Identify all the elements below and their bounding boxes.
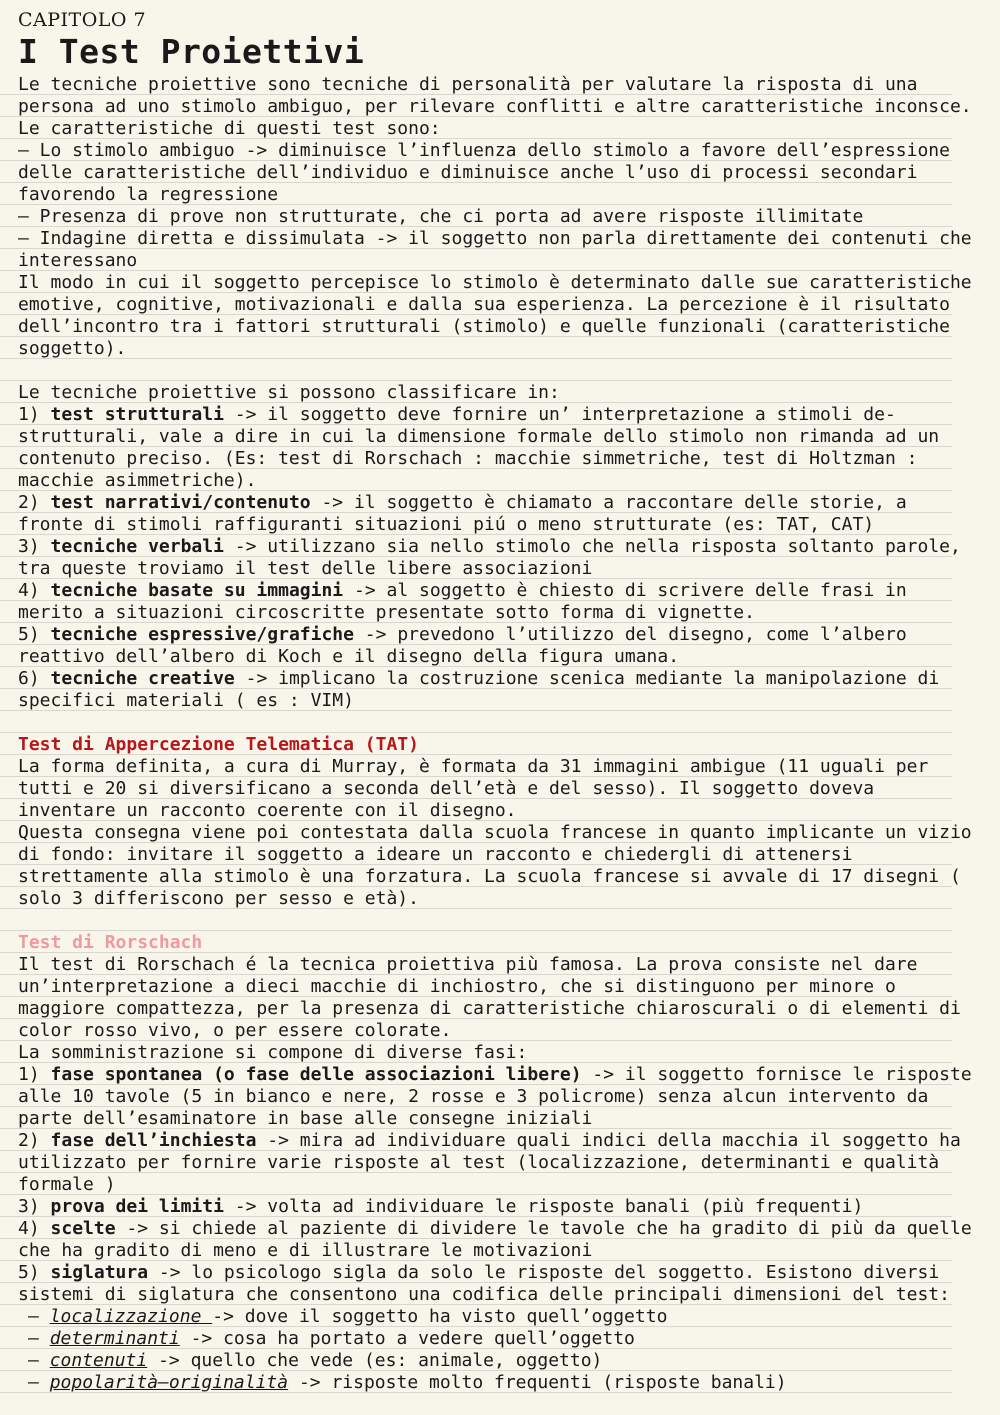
rorschach-paragraph: Il test di Rorschach é la tecnica proiettiva più famosa. La prova consiste nel dare un’interpretazione a dieci macchie di inchiostro, che si distinguono per minore o maggiore compattezza, per la presenza di caratteristiche chiaroscurali o di elementi di color rosso vivo, o per essere colorate.	[18, 954, 961, 1041]
dimension-term: popolarità–originalità	[49, 1372, 289, 1393]
rorschach-phase	[18, 1218, 982, 1262]
phase-number: 5)	[18, 1262, 40, 1283]
classification-item	[18, 536, 982, 580]
rorschach-phase	[18, 1064, 982, 1130]
rorschach-phase	[18, 1130, 982, 1196]
phase-term: scelte	[50, 1218, 116, 1239]
classification-item	[18, 668, 982, 712]
tat-paragraph: La forma definita, a cura di Murray, è formata da 31 immagini ambigue (11 uguali per tutti e 20 si diversificano a seconda dell’età e del sesso). Il soggetto doveva inventare un racconto coerente con il disegno.	[18, 756, 929, 821]
item-term: tecniche espressive/grafiche	[50, 624, 354, 645]
phase-term: fase dell’inchiesta	[50, 1130, 257, 1151]
intro-bullet: – Presenza di prove non strutturate, che ci porta ad avere risposte illimitate	[18, 206, 864, 227]
phase-number: 2)	[18, 1130, 40, 1151]
phase-term: siglatura	[50, 1262, 149, 1283]
dimension-term: determinanti	[49, 1328, 180, 1349]
item-number: 2)	[18, 492, 40, 513]
phase-number: 3)	[18, 1196, 40, 1217]
chapter-label: CAPITOLO 7	[18, 9, 147, 31]
phase-text: -> lo psicologo sigla da solo le risposte del soggetto. Esistono diversi sistemi di siglatura che consentono una codifica delle principali dimensioni del test:	[18, 1262, 950, 1305]
phase-term: prova dei limiti	[50, 1196, 224, 1217]
item-number: 6)	[18, 668, 40, 689]
item-text: -> prevedono l’utilizzo del disegno, come l’albero reattivo dell’albero di Koch e il disegno della figura umana.	[18, 624, 907, 667]
dimension-item	[18, 1372, 982, 1394]
phase-number: 1)	[18, 1064, 40, 1085]
dimension-text: -> dove il soggetto ha visto quell’oggetto	[212, 1306, 668, 1327]
item-text: -> il soggetto è chiamato a raccontare delle storie, a fronte di stimoli raffiguranti situazioni piú o meno strutturate (es: TAT, CAT)	[18, 492, 907, 535]
intro-bullet: – Indagine diretta e dissimulata -> il soggetto non parla direttamente dei contenuti che interessano	[18, 228, 972, 271]
item-text: -> il soggetto deve fornire un’ interpretazione a stimoli de-strutturali, vale a dire in cui la dimensione formale dello stimolo non rimanda ad un contenuto preciso. (Es: test di Rorschach : macchie simmetriche, test di Holtzman : macchie asimmetriche).	[18, 404, 940, 491]
item-number: 5)	[18, 624, 40, 645]
dimension-term: localizzazione	[49, 1306, 213, 1327]
dash: –	[28, 1328, 39, 1349]
classification-item	[18, 492, 982, 536]
dash: –	[28, 1372, 39, 1393]
item-term: tecniche creative	[50, 668, 235, 689]
dimension-text: -> risposte molto frequenti (risposte banali)	[288, 1372, 787, 1393]
rorschach-heading: Test di Rorschach	[18, 932, 203, 953]
classification-item	[18, 404, 982, 492]
item-number: 3)	[18, 536, 40, 557]
item-text: -> implicano la costruzione scenica mediante la manipolazione di specifici materiali ( es : VIM)	[18, 668, 940, 711]
spacer	[18, 910, 982, 932]
intro-bullet: – Lo stimolo ambiguo -> diminuisce l’influenza dello stimolo a favore dell’espressione delle caratteristiche dell’individuo e diminuisce anche l’uso di processi secondari favorendo la regressione	[18, 140, 950, 205]
item-term: test strutturali	[50, 404, 224, 425]
phase-text: -> si chiede al paziente di dividere le tavole che ha gradito di più da quelle che ha gradito di meno e di illustrare le motivazioni	[18, 1218, 972, 1261]
phase-term: fase spontanea (o fase delle associazioni libere)	[50, 1064, 582, 1085]
item-text: -> al soggetto è chiesto di scrivere delle frasi in merito a situazioni circoscritte presentate sotto forma di vignette.	[18, 580, 907, 623]
classification-item	[18, 580, 982, 624]
dimension-item	[18, 1350, 982, 1372]
intro-paragraph: Il modo in cui il soggetto percepisce lo stimolo è determinato dalle sue caratteristiche emotive, cognitive, motivazionali e dalla sua esperienza. La percezione è il risultato dell’incontro tra i fattori strutturali (stimolo) e quelle funzionali (caratteristiche soggetto).	[18, 272, 972, 359]
item-term: tecniche verbali	[50, 536, 224, 557]
rorschach-phase	[18, 1196, 982, 1218]
dimension-term: contenuti	[49, 1350, 148, 1371]
intro-paragraph: Le tecniche proiettive sono tecniche di personalità per valutare la risposta di una persona ad uno stimolo ambiguo, per rilevare conflitti e altre caratteristiche inconsce. Le caratteristiche di questi test sono:	[18, 74, 972, 139]
dash: –	[28, 1306, 39, 1327]
rorschach-paragraph: La somministrazione si compone di diverse fasi:	[18, 1042, 528, 1063]
phase-text: -> il soggetto fornisce le risposte alle 10 tavole (5 in bianco e nere, 2 rosse e 3 policrome) senza alcun intervento da parte dell’esaminatore in base alle consegne iniziali	[18, 1064, 972, 1129]
phase-text: -> volta ad individuare le risposte banali (più frequenti)	[223, 1196, 864, 1217]
dimension-item	[18, 1328, 982, 1350]
dimension-text: -> quello che vede (es: animale, oggetto)	[147, 1350, 603, 1371]
spacer	[18, 360, 982, 382]
dimension-item	[18, 1306, 982, 1328]
item-term: tecniche basate su immagini	[50, 580, 344, 601]
classification-item	[18, 624, 982, 668]
item-term: test narrativi/contenuto	[50, 492, 311, 513]
item-number: 4)	[18, 580, 40, 601]
tat-paragraph: Questa consegna viene poi contestata dalla scuola francese in quanto implicante un vizio di fondo: invitare il soggetto a ideare un racconto e chiedergli di attenersi strettamente alla stimolo è una forzatura. La scuola francese si avvale di 17 disegni ( solo 3 differiscono per sesso e età).	[18, 822, 972, 909]
tat-heading: Test di Appercezione Telematica (TAT)	[18, 734, 419, 755]
dash: –	[28, 1350, 39, 1371]
spacer	[18, 712, 982, 734]
dimension-text: -> cosa ha portato a vedere quell’oggetto	[179, 1328, 635, 1349]
rorschach-phase	[18, 1262, 982, 1306]
phase-text: -> mira ad individuare quali indici della macchia il soggetto ha utilizzato per fornire varie risposte al test (localizzazione, determinanti e qualità formale )	[18, 1130, 961, 1195]
phase-number: 4)	[18, 1218, 40, 1239]
item-number: 1)	[18, 404, 40, 425]
classification-lead: Le tecniche proiettive si possono classificare in:	[18, 382, 560, 403]
document-body	[18, 74, 982, 1394]
item-text: -> utilizzano sia nello stimolo che nella risposta soltanto parole, tra queste troviamo il test delle libere associazioni	[18, 536, 961, 579]
page-title: I Test Proiettivi	[18, 32, 365, 71]
